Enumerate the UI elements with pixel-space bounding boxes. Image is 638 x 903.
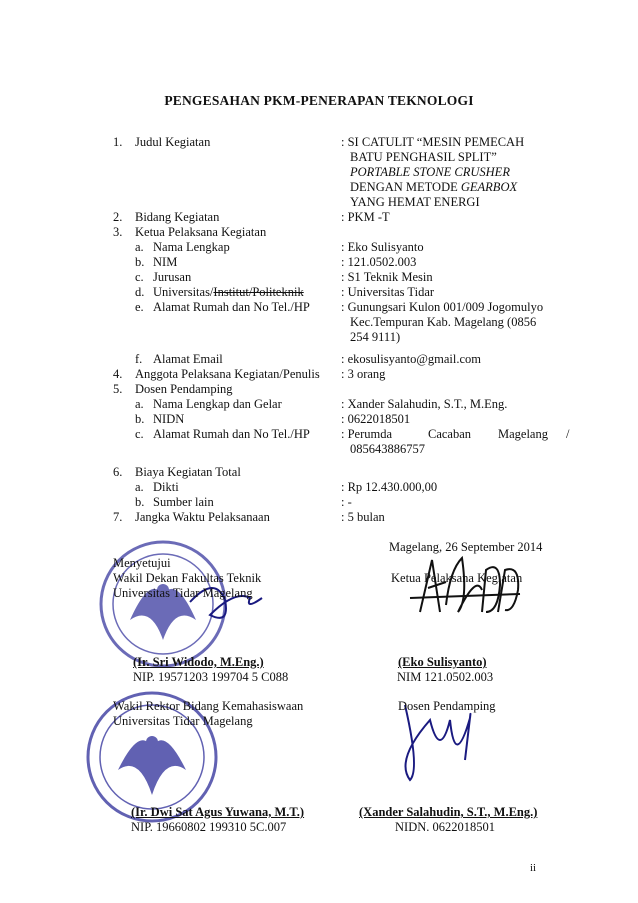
sub-letter: d. (135, 285, 145, 299)
value-judul-1: : SI CATULIT “MESIN PEMECAH (341, 135, 525, 149)
value-alamat-1: : Gunungsari Kulon 001/009 Jogomulyo (341, 300, 544, 314)
value-anggota: : 3 orang (341, 367, 386, 381)
wakil-dekan-name: (Ir. Sri Widodo, M.Eng.) (133, 655, 264, 669)
label-jangka: Jangka Waktu Pelaksanaan (135, 510, 270, 524)
signature-dosen (405, 705, 470, 780)
label-alamat-dosen: Alamat Rumah dan No Tel./HP (153, 427, 310, 441)
wakil-dekan-nip: NIP. 19571203 199704 5 C088 (133, 670, 289, 684)
item-number: 6. (113, 465, 123, 479)
label-nama: Nama Lengkap (153, 240, 230, 254)
value-sumber-lain: : - (341, 495, 352, 509)
value-judul-2: BATU PENGHASIL SPLIT” (350, 150, 497, 164)
label-alamat: Alamat Rumah dan No Tel./HP (153, 300, 310, 314)
sub-letter: a. (135, 240, 144, 254)
label-nama-gelar: Nama Lengkap dan Gelar (153, 397, 282, 411)
sub-letter: b. (135, 255, 145, 269)
sub-letter: a. (135, 480, 144, 494)
label-universitas: Universitas/Institut/Politeknik (153, 285, 304, 299)
value-jurusan: : S1 Teknik Mesin (341, 270, 433, 284)
dosen-role: Dosen Pendamping (398, 699, 496, 713)
dosen-nidn: NIDN. 0622018501 (395, 820, 495, 834)
sub-letter: b. (135, 495, 145, 509)
wakil-rektor-role: Wakil Rektor Bidang Kemahasiswaan (113, 699, 304, 713)
item-number: 3. (113, 225, 123, 239)
wakil-rektor-nip: NIP. 19660802 199310 5C.007 (131, 820, 287, 834)
label-dosen: Dosen Pendamping (135, 382, 233, 396)
value-alamat-3: 254 9111) (350, 330, 401, 344)
label-judul: Judul Kegiatan (135, 135, 211, 149)
label-ketua: Ketua Pelaksana Kegiatan (135, 225, 267, 239)
ketua-role: Ketua Pelaksana Kegiatan (391, 571, 523, 585)
label-bidang: Bidang Kegiatan (135, 210, 220, 224)
value-nama: : Eko Sulisyanto (341, 240, 424, 254)
label-biaya: Biaya Kegiatan Total (135, 465, 241, 479)
page-number: ii (530, 862, 537, 874)
page-title: PENGESAHAN PKM-PENERAPAN TEKNOLOGI (164, 93, 474, 108)
value-dikti: : Rp 12.430.000,00 (341, 480, 438, 494)
value-jangka: : 5 bulan (341, 510, 385, 524)
wakil-rektor-univ: Universitas Tidar Magelang (113, 714, 253, 728)
ketua-name: (Eko Sulisyanto) (398, 655, 487, 669)
value-alamat-dosen-1b: Cacaban (428, 427, 472, 441)
label-nidn: NIDN (153, 412, 185, 426)
wakil-dekan-univ: Universitas Tidar Magelang (113, 586, 253, 600)
value-bidang: : PKM -T (341, 210, 390, 224)
label-dikti: Dikti (153, 480, 179, 494)
item-number: 7. (113, 510, 123, 524)
value-alamat-dosen-1a: : Perumda (341, 427, 393, 441)
wakil-dekan-role: Wakil Dekan Fakultas Teknik (113, 571, 262, 585)
label-anggota: Anggota Pelaksana Kegiatan/Penulis (135, 367, 320, 381)
item-number: 2. (113, 210, 123, 224)
label-nim: NIM (153, 255, 178, 269)
ketua-nim: NIM 121.0502.003 (397, 670, 494, 684)
sub-letter: b. (135, 412, 145, 426)
sub-letter: a. (135, 397, 144, 411)
value-nama-gelar: : Xander Salahudin, S.T., M.Eng. (341, 397, 508, 411)
wakil-rektor-name: (Ir. Dwi Sat Agus Yuwana, M.T.) (131, 805, 305, 819)
value-nim: : 121.0502.003 (341, 255, 417, 269)
dosen-name: (Xander Salahudin, S.T., M.Eng.) (359, 805, 538, 819)
place-date: Magelang, 26 September 2014 (389, 540, 543, 554)
value-alamat-dosen-2: 085643886757 (350, 442, 425, 456)
value-alamat-2: Kec.Tempuran Kab. Magelang (0856 (350, 315, 537, 329)
value-universitas: : Universitas Tidar (341, 285, 435, 299)
sub-letter: c. (135, 427, 144, 441)
value-alamat-dosen-1c: Magelang (498, 427, 548, 441)
value-judul-3: PORTABLE STONE CRUSHER (350, 165, 510, 179)
item-number: 4. (113, 367, 123, 381)
value-judul-4: DENGAN METODE GEARBOX (350, 180, 518, 194)
label-email: Alamat Email (153, 352, 223, 366)
label-jurusan: Jurusan (153, 270, 192, 284)
value-judul-5: YANG HEMAT ENERGI (350, 195, 480, 209)
sub-letter: e. (135, 300, 144, 314)
value-email: : ekosulisyanto@gmail.com (341, 352, 481, 366)
value-nidn: : 0622018501 (341, 412, 411, 426)
sub-letter: c. (135, 270, 144, 284)
approve-label: Menyetujui (113, 556, 171, 570)
sub-letter: f. (135, 352, 143, 366)
label-sumber-lain: Sumber lain (153, 495, 214, 509)
item-number: 1. (113, 135, 123, 149)
value-alamat-dosen-1d: / (566, 427, 570, 441)
item-number: 5. (113, 382, 123, 396)
